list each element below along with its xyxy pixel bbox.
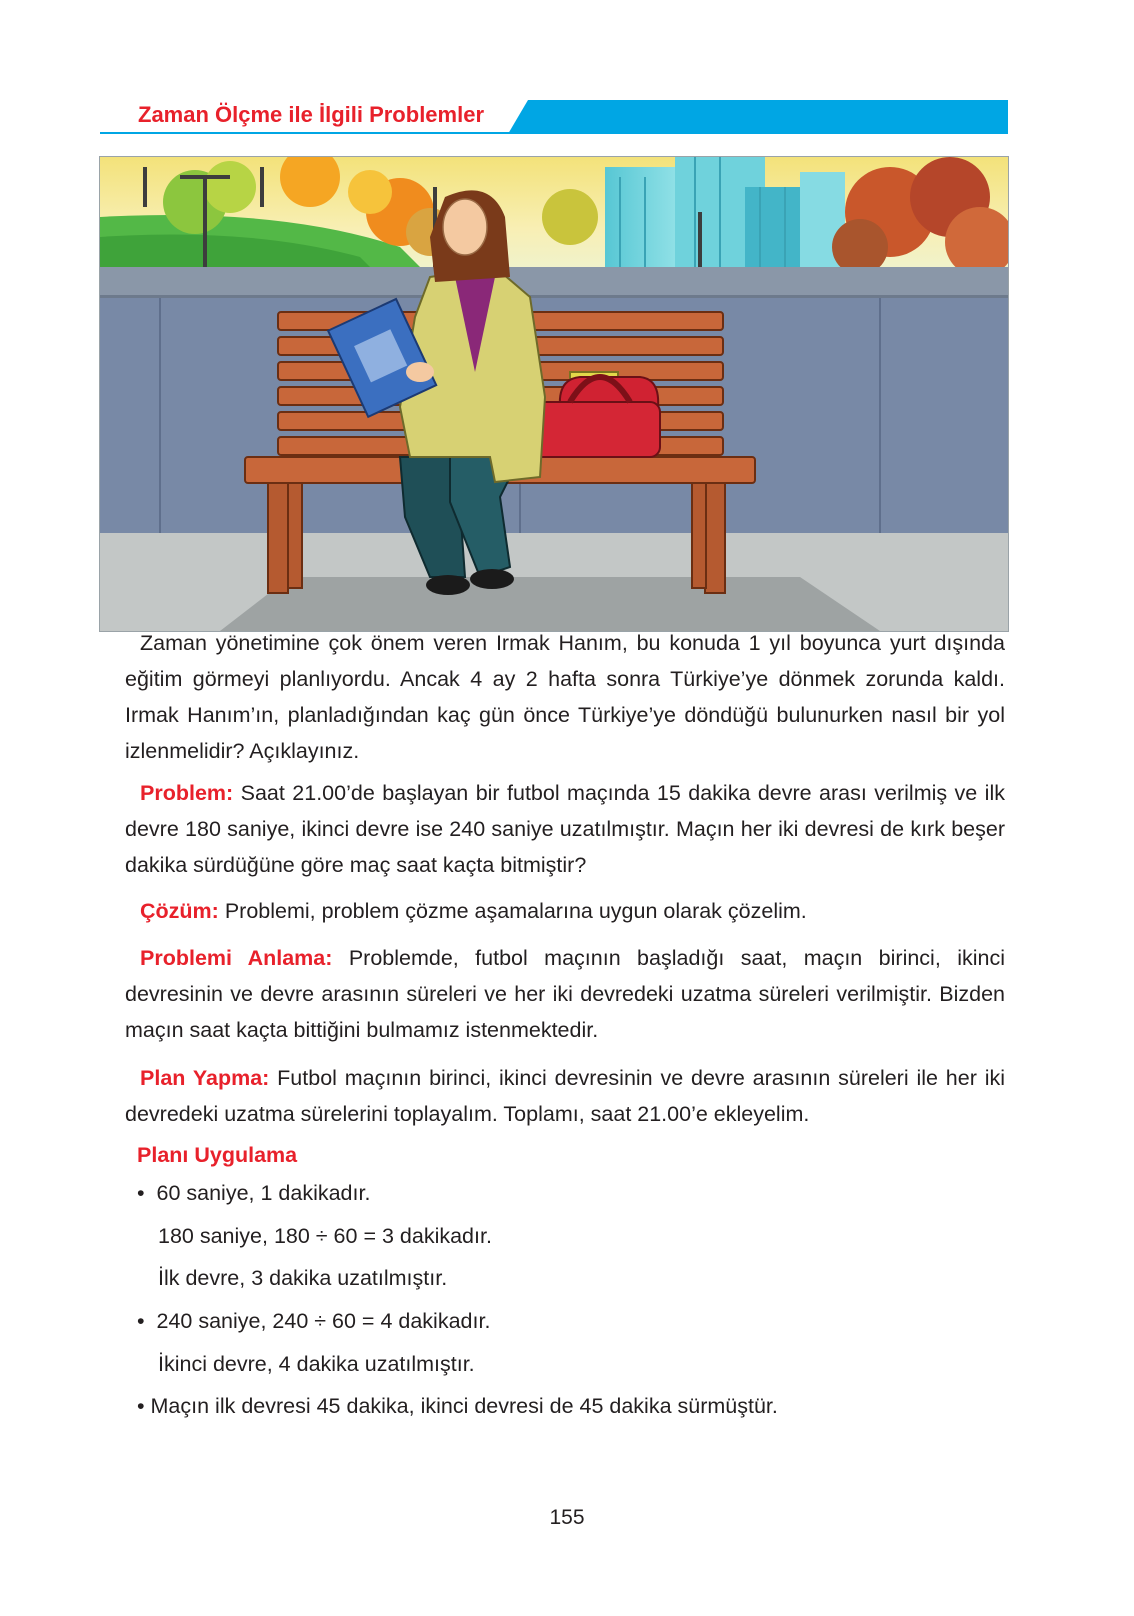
bullet-icon: •: [137, 1309, 145, 1333]
solution-text: Problemi, problem çözme aşamalarına uygun olarak çözelim.: [224, 899, 807, 923]
page-number: 155: [549, 1506, 585, 1529]
bullet-icon: •: [137, 1181, 145, 1205]
apply-line-6: Maçın ilk devresi 45 dakika, ikinci devresi de 45 dakika sürmüştür.: [150, 1394, 778, 1418]
planning-label: Plan Yapma:: [140, 1066, 270, 1090]
apply-line-4: 240 saniye, 240 ÷ 60 = 4 dakikadır.: [156, 1309, 491, 1333]
planning-paragraph: [125, 1060, 1005, 1132]
problem-paragraph: [125, 775, 1005, 883]
apply-line-3: İlk devre, 3 dakika uzatılmıştır.: [158, 1266, 448, 1290]
solution-label: Çözüm:: [140, 899, 219, 923]
bullet-item: [137, 1394, 778, 1419]
problem-text: Saat 21.00’de başlayan bir futbol maçında 15 dakika devre arası verilmiş ve ilk devre 180 saniye, ikinci devre ise 240 saniye uzatılmıştır. Maçın her iki devresi de kırk beşer dakika sürdüğüne göre maç saat kaçta bitmiştir?: [125, 781, 1005, 877]
understanding-text: Problemde, futbol maçının başladığı saat, maçın birinci, ikinci devresinin ve devre arasının süreleri ve her iki devredeki uzatma süreleri verilmiştir. Bizden maçın saat kaçta bittiğini bulmamız istenmektedir.: [125, 946, 1005, 1042]
section-title: Zaman Ölçme ile İlgili Problemler: [138, 102, 485, 127]
understanding-label: Problemi Anlama:: [140, 946, 333, 970]
problem-label: Problem:: [140, 781, 234, 805]
apply-line-5: İkinci devre, 4 dakika uzatılmıştır.: [158, 1352, 475, 1376]
apply-line-1: 60 saniye, 1 dakikadır.: [156, 1181, 371, 1205]
woman-reading-on-park-bench-illustration: [99, 156, 1009, 632]
understanding-paragraph: [125, 940, 1005, 1048]
bullet-icon: •: [137, 1394, 145, 1418]
bullet-item: [137, 1309, 490, 1334]
planning-text: Futbol maçının birinci, ikinci devresinin ve devre arasının süreleri ile her iki devredeki uzatma sürelerini toplayalım. Toplamı, saat 21.00’e ekleyelim.: [125, 1066, 1005, 1126]
bullet-item: [137, 1181, 370, 1206]
section-header: [100, 100, 1008, 140]
intro-paragraph: [125, 625, 1005, 769]
intro-text: Zaman yönetimine çok önem veren Irmak Hanım, bu konuda 1 yıl boyunca yurt dışında eğitim görmeyi planlıyordu. Ancak 4 ay 2 hafta sonra Türkiye’ye dönmek zorunda kaldı. Irmak Hanım’ın, planladığından kaç gün önce Türkiye’ye döndüğü bulunurken nasıl bir yol izlenmelidir? Açıklayınız.: [125, 631, 1005, 763]
apply-line-2: 180 saniye, 180 ÷ 60 = 3 dakikadır.: [158, 1224, 492, 1248]
solution-paragraph: [125, 893, 1005, 929]
apply-heading: Planı Uygulama: [137, 1143, 298, 1167]
